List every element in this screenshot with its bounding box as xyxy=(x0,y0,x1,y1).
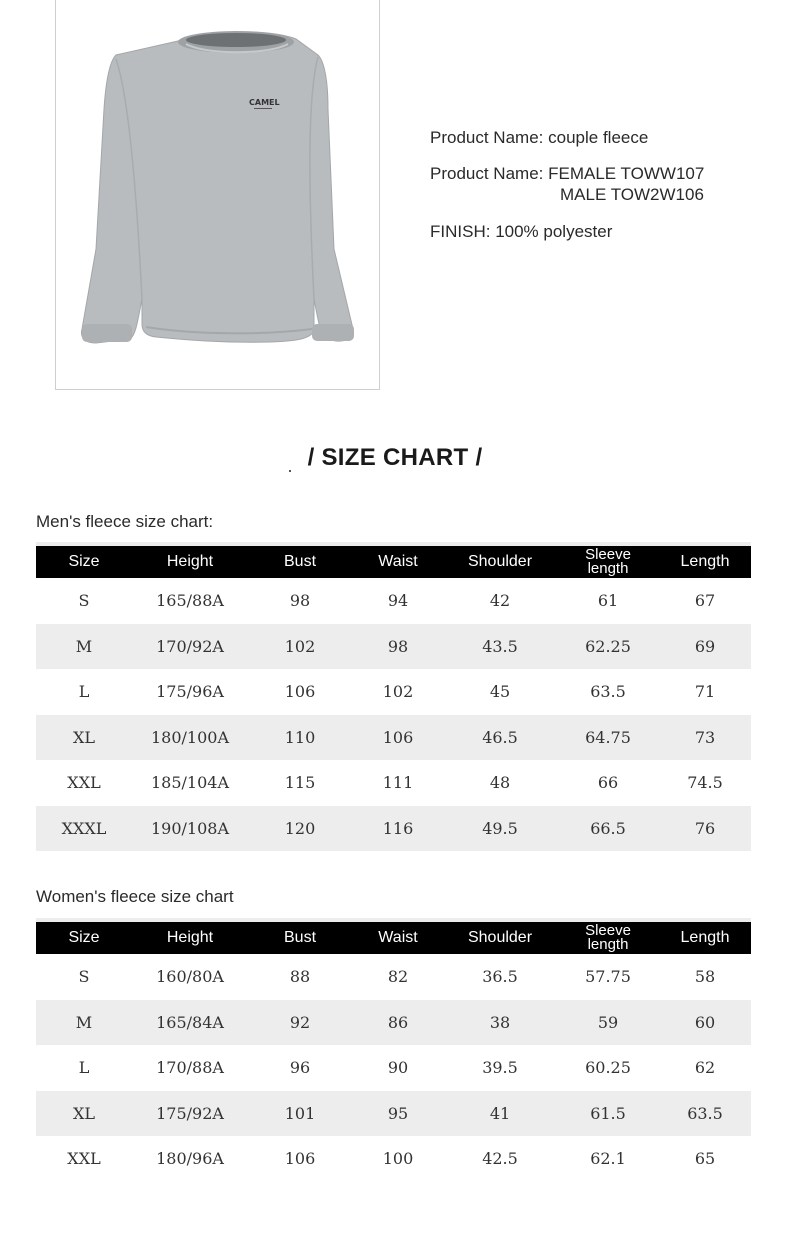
product-code-male: MALE TOW2W106 xyxy=(560,185,704,204)
table-cell: 92 xyxy=(289,1012,311,1032)
women-table-caption: Women's fleece size chart xyxy=(36,887,234,906)
table-cell: 102 xyxy=(284,636,316,656)
table-cell: 67 xyxy=(694,591,716,611)
table-cell: 46.5 xyxy=(482,727,518,747)
table-cell: 160/80A xyxy=(156,967,224,987)
product-image-frame xyxy=(55,0,380,390)
table-cell: 61.5 xyxy=(590,1103,626,1123)
product-code-female: FEMALE TOWW107 xyxy=(548,164,705,183)
table-cell: 48 xyxy=(489,773,511,793)
table-cell: 65 xyxy=(694,1149,716,1169)
header-cell: Length xyxy=(680,929,730,946)
header-cell: Size xyxy=(68,929,100,946)
table-cell: 170/88A xyxy=(156,1058,224,1078)
table-cell: L xyxy=(78,682,90,702)
table-cell: 165/88A xyxy=(156,591,224,611)
table-cell: 106 xyxy=(284,682,316,702)
product-name-label: Product Name: xyxy=(430,128,544,147)
decorative-dot xyxy=(289,470,291,472)
product-code-label: Product Name: xyxy=(430,164,544,183)
table-cell: 60 xyxy=(694,1012,716,1032)
table-header-row xyxy=(36,546,751,578)
table-cell: 73 xyxy=(694,727,716,747)
table-row xyxy=(36,1045,751,1091)
table-cell: 110 xyxy=(284,727,316,747)
header-cell: Shoulder xyxy=(467,929,533,946)
product-name-line xyxy=(430,128,648,148)
table-cell: 185/104A xyxy=(150,773,230,793)
table-cell: 63.5 xyxy=(687,1103,723,1123)
header-cell: Length xyxy=(680,553,730,570)
table-cell: 62.25 xyxy=(585,636,631,656)
table-cell: M xyxy=(75,1012,93,1032)
table-cell: M xyxy=(75,636,93,656)
table-cell: 64.75 xyxy=(585,727,631,747)
table-cell: 95 xyxy=(387,1103,409,1123)
table-row xyxy=(36,1091,751,1137)
table-cell: XL xyxy=(72,727,96,747)
table-row xyxy=(36,624,751,670)
table-cell: 57.75 xyxy=(585,967,631,987)
table-cell: XXL xyxy=(67,773,101,793)
table-cell: 96 xyxy=(289,1058,311,1078)
header-cell: Waist xyxy=(378,929,418,946)
table-cell: S xyxy=(78,967,90,987)
table-cell: 102 xyxy=(382,682,414,702)
header-cell: Size xyxy=(68,553,100,570)
table-cell: L xyxy=(78,1058,90,1078)
header-cell: Height xyxy=(166,553,214,570)
header-cell: Bust xyxy=(283,929,317,946)
men-table-caption: Men's fleece size chart: xyxy=(36,512,214,531)
table-cell: 106 xyxy=(382,727,414,747)
table-cell: XXXL xyxy=(61,818,107,838)
table-cell: 180/96A xyxy=(156,1149,224,1169)
product-code-line xyxy=(430,164,704,184)
header-cell: Sleeve length xyxy=(585,922,631,953)
table-cell: 58 xyxy=(694,967,716,987)
table-cell: 63.5 xyxy=(590,682,626,702)
header-cell: Waist xyxy=(378,553,418,570)
table-cell: 60.25 xyxy=(585,1058,631,1078)
table-cell: 69 xyxy=(694,636,716,656)
women-size-table xyxy=(36,922,751,1182)
table-cell: 42 xyxy=(489,591,511,611)
product-shirt-image xyxy=(56,0,381,391)
header-cell: Height xyxy=(166,929,214,946)
men-size-table xyxy=(36,546,751,851)
table-cell: 94 xyxy=(387,591,409,611)
table-cell: 170/92A xyxy=(156,636,224,656)
table-cell: 98 xyxy=(289,591,311,611)
table-cell: 98 xyxy=(387,636,409,656)
table-cell: 90 xyxy=(387,1058,409,1078)
table-cell: 100 xyxy=(382,1149,414,1169)
table-row xyxy=(36,578,751,624)
table-cell: 165/84A xyxy=(156,1012,224,1032)
table-cell: 115 xyxy=(284,773,316,793)
table-cell: 180/100A xyxy=(150,727,230,747)
finish-value: 100% polyester xyxy=(495,222,613,241)
table-row xyxy=(36,806,751,852)
table-cell: 36.5 xyxy=(482,967,518,987)
table-cell: 59 xyxy=(597,1012,619,1032)
table-row xyxy=(36,1000,751,1046)
table-cell: 49.5 xyxy=(482,818,518,838)
table-cell: 101 xyxy=(284,1103,316,1123)
table-header-row xyxy=(36,922,751,954)
table-cell: 116 xyxy=(382,818,414,838)
table-cell: 82 xyxy=(387,967,409,987)
table-row xyxy=(36,954,751,1000)
table-cell: 62 xyxy=(694,1058,716,1078)
table-row xyxy=(36,669,751,715)
table-cell: S xyxy=(78,591,90,611)
table-cell: 76 xyxy=(694,818,716,838)
header-cell: Sleeve length xyxy=(585,546,631,577)
table-cell: 111 xyxy=(382,773,414,793)
table-cell: XXL xyxy=(67,1149,101,1169)
table-cell: 45 xyxy=(489,682,511,702)
table-cell: 43.5 xyxy=(482,636,518,656)
table-cell: 66 xyxy=(597,773,619,793)
table-cell: 88 xyxy=(289,967,311,987)
product-name-value: couple fleece xyxy=(548,128,649,147)
table-cell: 62.1 xyxy=(590,1149,626,1169)
table-cell: 41 xyxy=(489,1103,511,1123)
header-cell: Shoulder xyxy=(467,553,533,570)
table-cell: 71 xyxy=(694,682,716,702)
header-cell: Bust xyxy=(283,553,317,570)
size-chart-title: / SIZE CHART / xyxy=(307,444,483,471)
table-cell: 38 xyxy=(489,1012,511,1032)
table-row xyxy=(36,715,751,761)
table-cell: 61 xyxy=(597,591,619,611)
finish-line xyxy=(430,222,612,242)
table-cell: 39.5 xyxy=(482,1058,518,1078)
finish-label: FINISH: xyxy=(430,222,491,241)
table-row xyxy=(36,1136,751,1182)
table-cell: 190/108A xyxy=(150,818,230,838)
table-row xyxy=(36,760,751,806)
table-cell: 175/92A xyxy=(156,1103,224,1123)
table-cell: 120 xyxy=(284,818,316,838)
table-cell: 74.5 xyxy=(687,773,723,793)
table-cell: 86 xyxy=(387,1012,409,1032)
table-cell: XL xyxy=(72,1103,96,1123)
table-cell: 42.5 xyxy=(482,1149,518,1169)
table-cell: 175/96A xyxy=(156,682,224,702)
table-cell: 66.5 xyxy=(590,818,626,838)
shirt-logo: CAMEL xyxy=(249,98,280,107)
table-cell: 106 xyxy=(284,1149,316,1169)
